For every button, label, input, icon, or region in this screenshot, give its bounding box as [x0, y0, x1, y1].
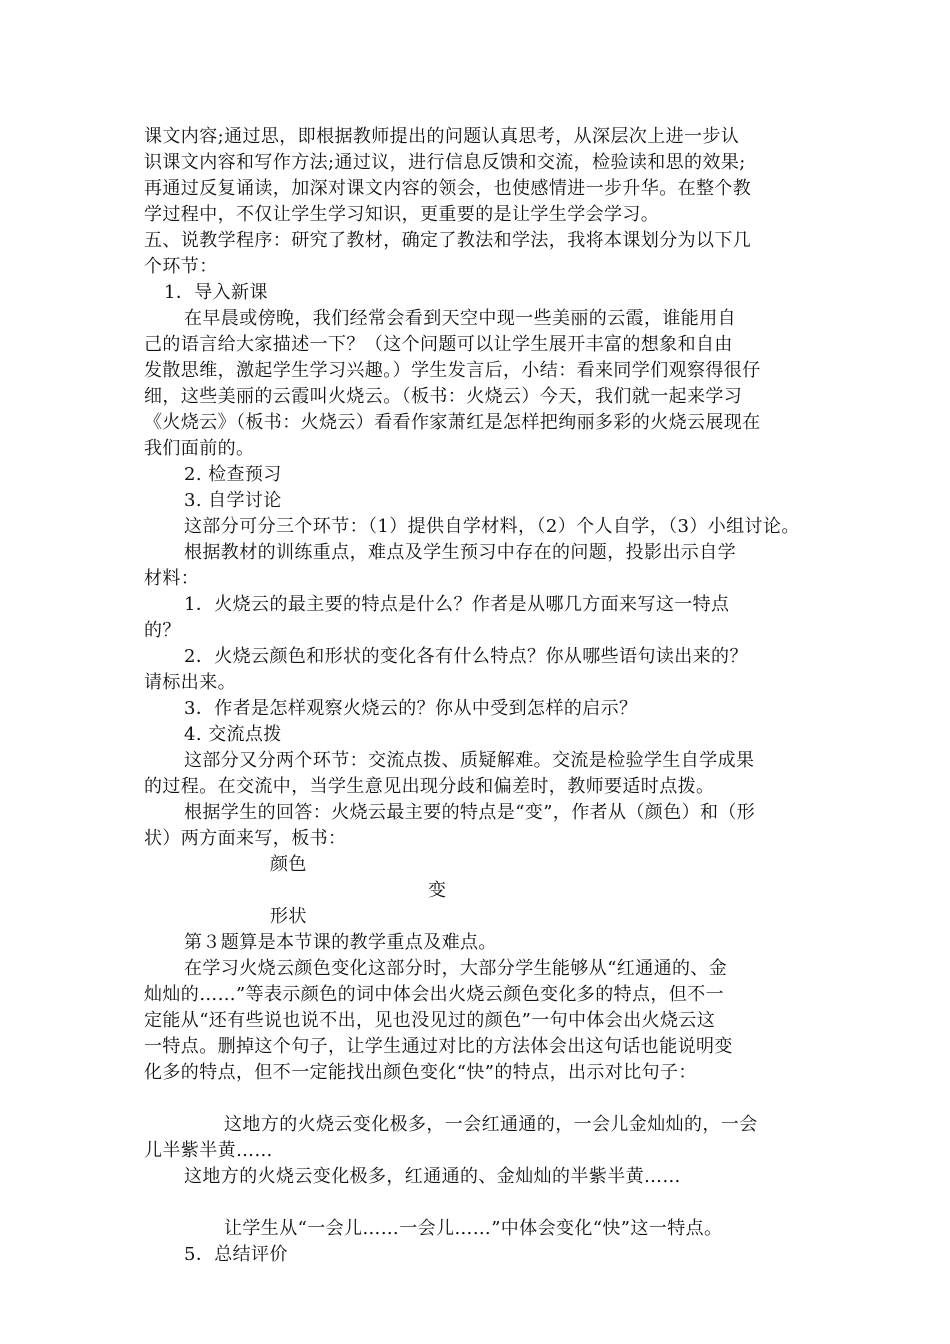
subsection-heading: 5．总结评价 [184, 1244, 288, 1265]
text-line: 学过程中，不仅让学生学习知识，更重要的是让学生学会学习。 [144, 204, 660, 225]
text-line: 一特点。删掉这个句子，让学生通过对比的方法体会出这句话也能说明变 [144, 1036, 733, 1057]
text-line: 第３题算是本节课的教学重点及难点。 [184, 932, 497, 953]
subsection-heading: 1．导入新课 [164, 282, 268, 303]
board-word-change: 变 [428, 880, 447, 901]
question-item: 2．火烧云颜色和形状的变化各有什么特点？你从哪些语句读出来的？ [184, 646, 748, 667]
text-line: 再通过反复诵读，加深对课文内容的领会，也使感情进一步升华。在整个教 [144, 178, 752, 199]
text-line: 这部分可分三个环节：（1）提供自学材料，（2）个人自学，（3）小组讨论。 [184, 516, 800, 537]
text-line: 在学习火烧云颜色变化这部分时，大部分学生能够从“红通通的、金 [184, 958, 728, 979]
board-word-shape: 形状 [270, 906, 307, 927]
text-line: 个环节： [144, 256, 218, 277]
text-line: 材料： [144, 568, 200, 589]
text-line: 识课文内容和写作方法;通过议，进行信息反馈和交流，检验读和思的效果; [144, 152, 746, 173]
text-line: 的？ [144, 620, 181, 641]
text-line: 我们面前的。 [144, 438, 255, 459]
example-sentence: 儿半紫半黄…… [144, 1140, 273, 1161]
text-line: 请标出来。 [144, 672, 236, 693]
subsection-heading: 4. 交流点拨 [184, 724, 282, 745]
board-word-color: 颜色 [270, 854, 307, 875]
text-line: 根据学生的回答：火烧云最主要的特点是“变”，作者从（颜色）和（形 [184, 802, 756, 823]
section-heading: 五、说教学程序：研究了教材，确定了教法和学法，我将本课划分为以下几 [144, 230, 752, 251]
text-line: 这部分又分两个环节：交流点拨、质疑解难。交流是检验学生自学成果 [184, 750, 755, 771]
text-line: 在早晨或傍晚，我们经常会看到天空中现一些美丽的云霞，谁能用自 [184, 308, 736, 329]
text-line: 化多的特点，但不一定能找出颜色变化“快”的特点，出示对比句子： [144, 1062, 697, 1083]
text-line: 状）两方面来写，板书： [144, 828, 347, 849]
text-line: 细，这些美丽的云霞叫火烧云。（板书：火烧云）今天，我们就一起来学习 [144, 386, 743, 407]
question-item: 1．火烧云的最主要的特点是什么？作者是从哪几方面来写这一特点 [184, 594, 730, 615]
question-item: 3．作者是怎样观察火烧云的？你从中受到怎样的启示？ [184, 698, 638, 719]
text-line: 己的语言给大家描述一下？（这个问题可以让学生展开丰富的想象和自由 [144, 334, 733, 355]
text-line: 根据教材的训练重点，难点及学生预习中存在的问题，投影出示自学 [184, 542, 736, 563]
text-line: 定能从“还有些说也说不出，见也没见过的颜色”一句中体会出火烧云这 [144, 1010, 716, 1031]
text-line: 课文内容;通过思，即根据教师提出的问题认真思考，从深层次上进一步认 [144, 126, 740, 147]
text-line: 让学生从“一会儿……一会儿……”中体会变化“快”这一特点。 [224, 1218, 723, 1239]
subsection-heading: 2. 检查预习 [184, 464, 282, 485]
text-line: 的过程。在交流中，当学生意见出现分歧和偏差时，教师要适时点拨。 [144, 776, 715, 797]
subsection-heading: 3. 自学讨论 [184, 490, 282, 511]
example-sentence: 这地方的火烧云变化极多，红通通的、金灿灿的半紫半黄…… [184, 1166, 681, 1187]
text-line: 《火烧云》（板书：火烧云）看看作家萧红是怎样把绚丽多彩的火烧云展现在 [144, 412, 761, 433]
example-sentence: 这地方的火烧云变化极多，一会红通通的，一会儿金灿灿的，一会 [224, 1114, 758, 1135]
text-line: 发散思维，激起学生学习兴趣。）学生发言后，小结：看来同学们观察得很仔 [144, 360, 761, 381]
text-line: 灿灿的……”等表示颜色的词中体会出火烧云颜色变化多的特点，但不一 [144, 984, 724, 1005]
